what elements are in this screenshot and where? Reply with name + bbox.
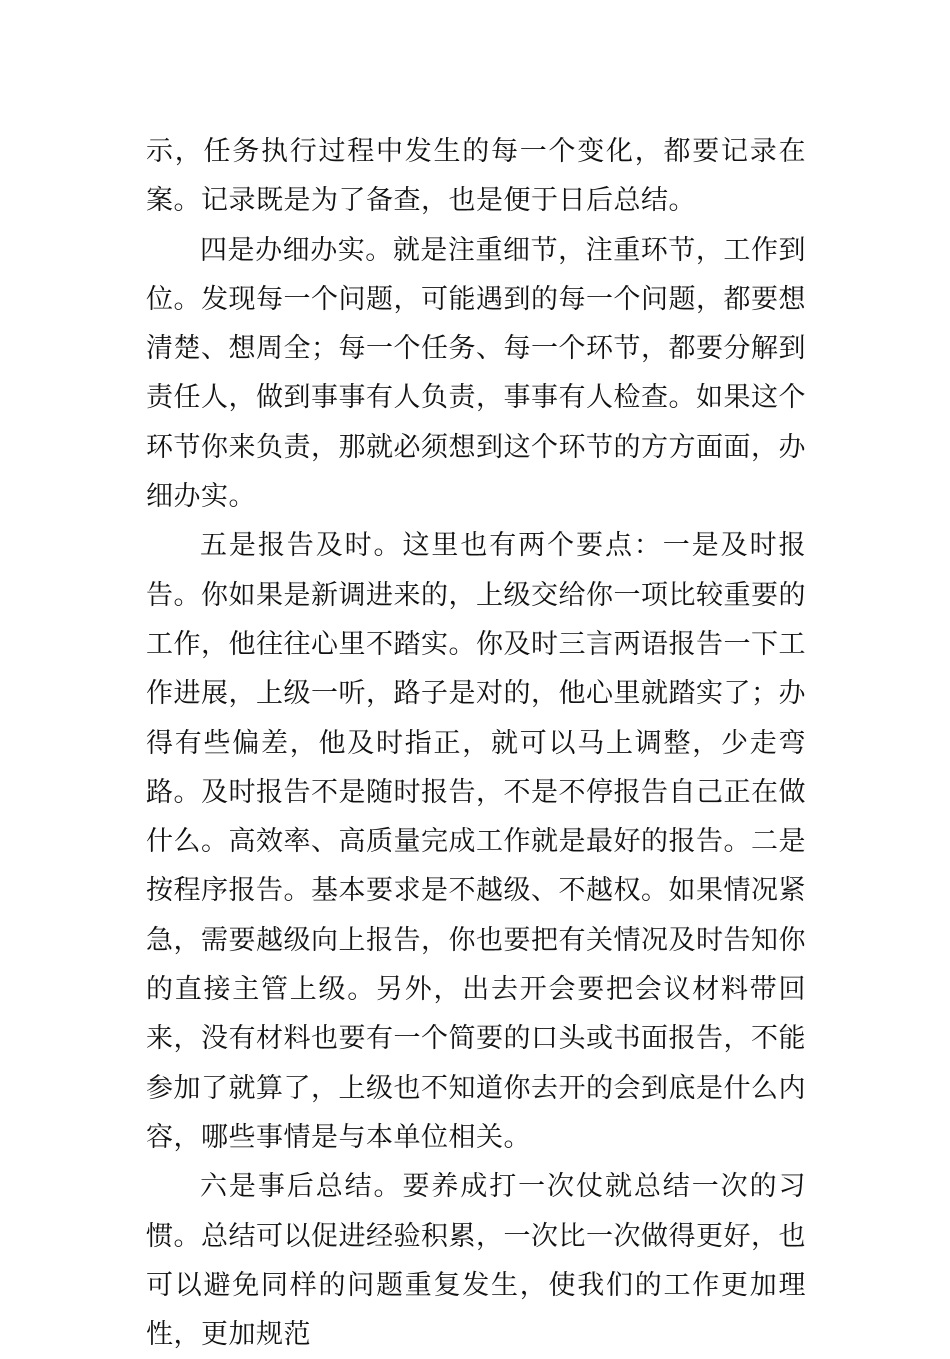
paragraph-point-four: 四是办细办实。就是注重细节，注重环节，工作到位。发现每一个问题，可能遇到的每一个问题，都要想清楚、想周全；每一个任务、每一个环节，都要分解到责任人，做到事事有人负责，事事有人检查。如果这个环节你来负责，那就必须想到这个环节的方方面面，办细办实。: [146, 234, 806, 513]
paragraph-continuation: 示，任务执行过程中发生的每一个变化，都要记录在案。记录既是为了备查，也是便于日后总结。: [146, 136, 806, 217]
paragraph-point-five: 五是报告及时。这里也有两个要点：一是及时报告。你如果是新调进来的，上级交给你一项比较重要的工作，他往往心里不踏实。你及时三言两语报告一下工作进展，上级一听，路子是对的，他心里就踏实了；办得有些偏差，他及时指正，就可以马上调整，少走弯路。及时报告不是随时报告，不是不停报告自己正在做什么。高效率、高质量完成工作就是最好的报告。二是按程序报告。基本要求是不越级、不越权。如果情况紧急，需要越级向上报告，你也要把有关情况及时告知你的直接主管上级。另外，出去开会要把会议材料带回来，没有材料也要有一个简要的口头或书面报告，不能参加了就算了，上级也不知道你去开的会到底是什么内容，哪些事情是与本单位相关。: [146, 530, 806, 1153]
document-body: [146, 127, 806, 1359]
paragraph-point-six: 六是事后总结。要养成打一次仗就总结一次的习惯。总结可以促进经验积累，一次比一次做得更好，也可以避免同样的问题重复发生，使我们的工作更加理性，更加规范: [146, 1171, 806, 1351]
